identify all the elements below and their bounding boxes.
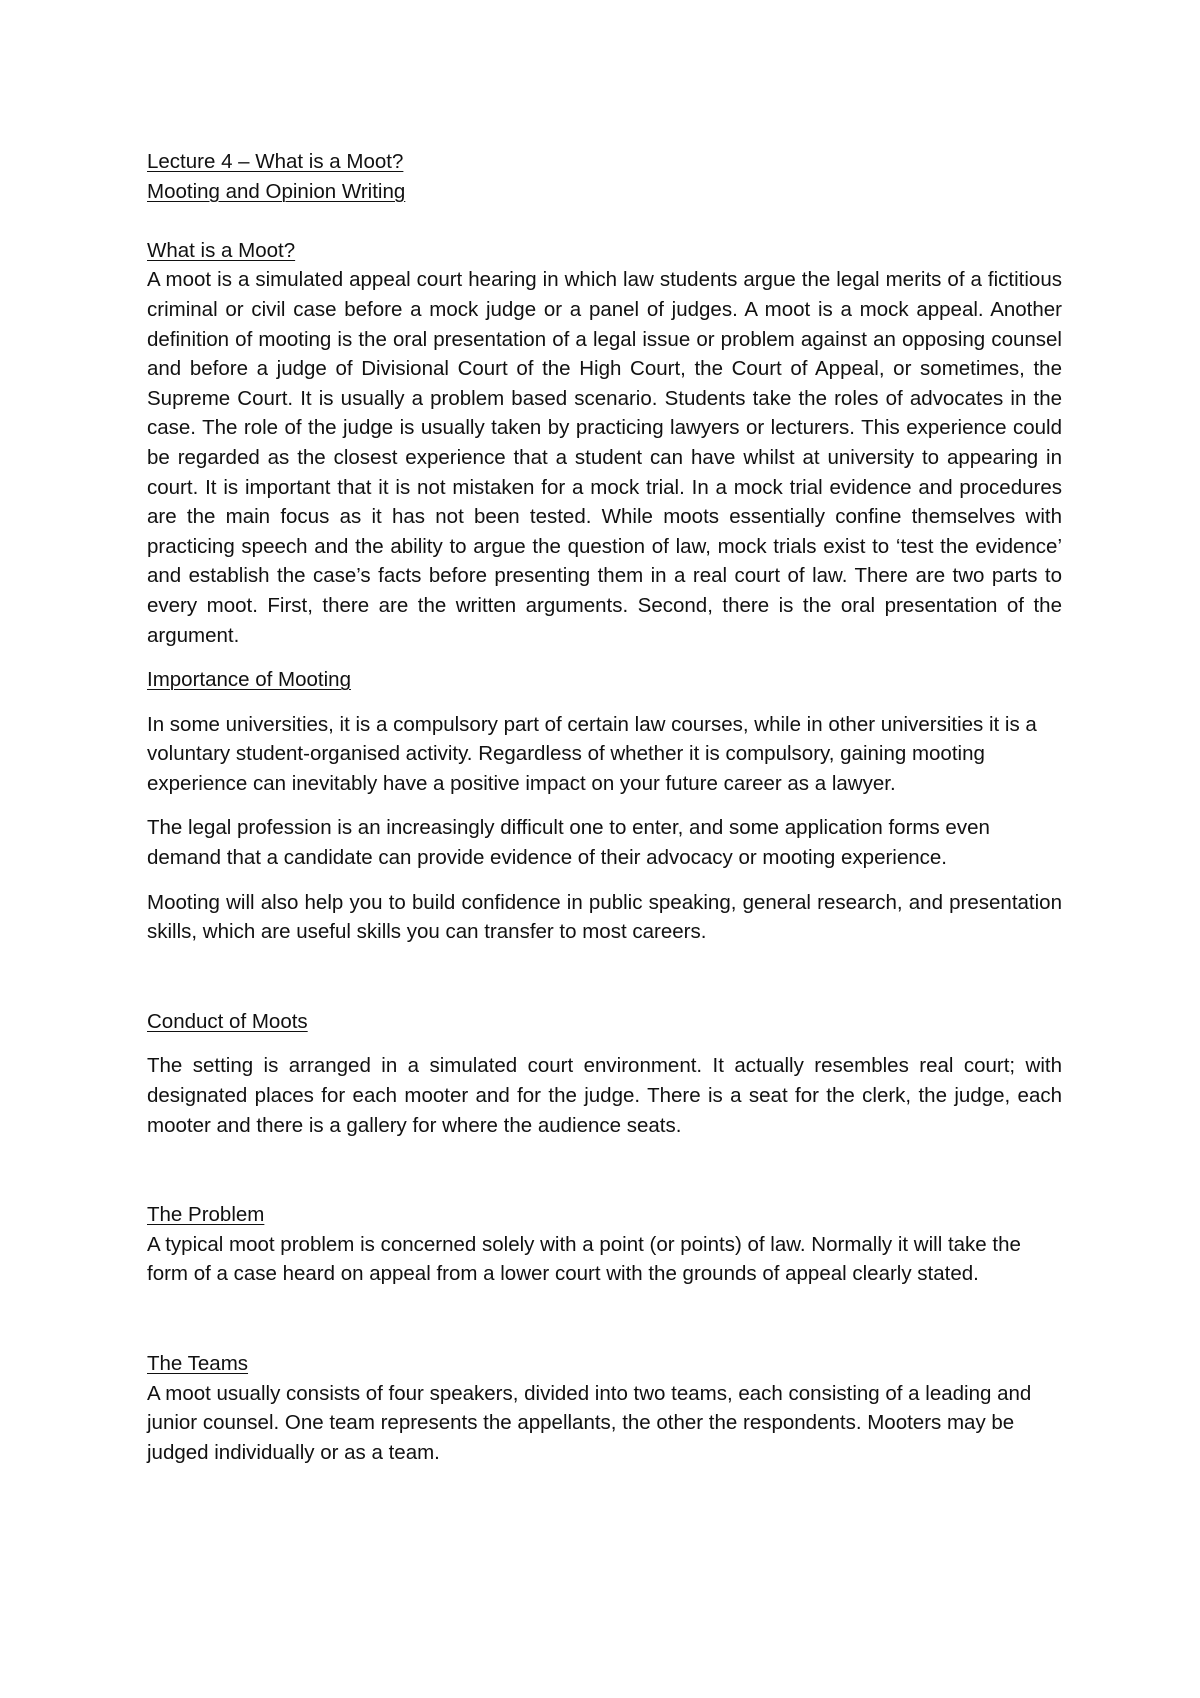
document-body xyxy=(147,147,1062,1467)
title-block xyxy=(147,147,1062,206)
section-importance-of-mooting xyxy=(147,665,1062,947)
section-heading: What is a Moot? xyxy=(147,238,296,262)
section-paragraph: In some universities, it is a compulsory part of certain law courses, while in other universities it is a voluntary student-organised activity. Regardless of whether it is compulsory, gaining mooting experience can inevitably have a positive impact on your future career as a lawyer. xyxy=(147,712,1037,795)
lecture-subtitle: Mooting and Opinion Writing xyxy=(147,179,406,203)
section-heading: Importance of Mooting xyxy=(147,668,351,692)
section-heading: Conduct of Moots xyxy=(147,1009,308,1033)
section-paragraph: Mooting will also help you to build confidence in public speaking, general research, and presentation skills, which are useful skills you can transfer to most careers. xyxy=(147,890,1062,944)
section-paragraph: A typical moot problem is concerned solely with a point (or points) of law. Normally it will take the form of a case heard on appeal from a lower court with the grounds of appeal clearly stated. xyxy=(147,1232,1021,1286)
section-paragraph: A moot is a simulated appeal court hearing in which law students argue the legal merits of a fictitious criminal or civil case before a mock judge or a panel of judges. A moot is a mock appeal. Another definition of mooting is the oral presentation of a legal issue or problem against an opposing counsel and before a judge of Divisional Court of the High Court, the Court of Appeal, or sometimes, the Supreme Court. It is usually a problem based scenario. Students take the roles of advocates in the case. The role of the judge is usually taken by practicing lawyers or lecturers. This experience could be regarded as the closest experience that a student can have whilst at university to appearing in court. It is important that it is not mistaken for a mock trial. In a mock trial evidence and procedures are the main focus as it has not been tested. While moots essentially confine themselves with practicing speech and the ability to argue the question of law, mock trials exist to ‘test the evidence’ and establish the case’s facts before presenting them in a real court of law. There are two parts to every moot. First, there are the written arguments. Second, there is the oral presentation of the argument. xyxy=(147,268,1062,647)
section-paragraph: A moot usually consists of four speakers, divided into two teams, each consisting of a leading and junior counsel. One team represents the appellants, the other the respondents. Mooters may be judged individually or as a team. xyxy=(147,1381,1032,1464)
section-the-teams xyxy=(147,1349,1062,1467)
section-conduct-of-moots xyxy=(147,1007,1062,1140)
section-what-is-a-moot xyxy=(147,236,1062,650)
lecture-title: Lecture 4 – What is a Moot? xyxy=(147,150,404,173)
section-heading: The Problem xyxy=(147,1203,265,1227)
section-heading: The Teams xyxy=(147,1352,249,1375)
section-paragraph: The legal profession is an increasingly difficult one to enter, and some application forms even demand that a candidate can provide evidence of their advocacy or mooting experience. xyxy=(147,816,990,870)
section-the-problem xyxy=(147,1200,1062,1289)
section-paragraph: The setting is arranged in a simulated court environment. It actually resembles real court; with designated places for each mooter and for the judge. There is a seat for the clerk, the judge, each mooter and there is a gallery for where the audience seats. xyxy=(147,1054,1062,1137)
